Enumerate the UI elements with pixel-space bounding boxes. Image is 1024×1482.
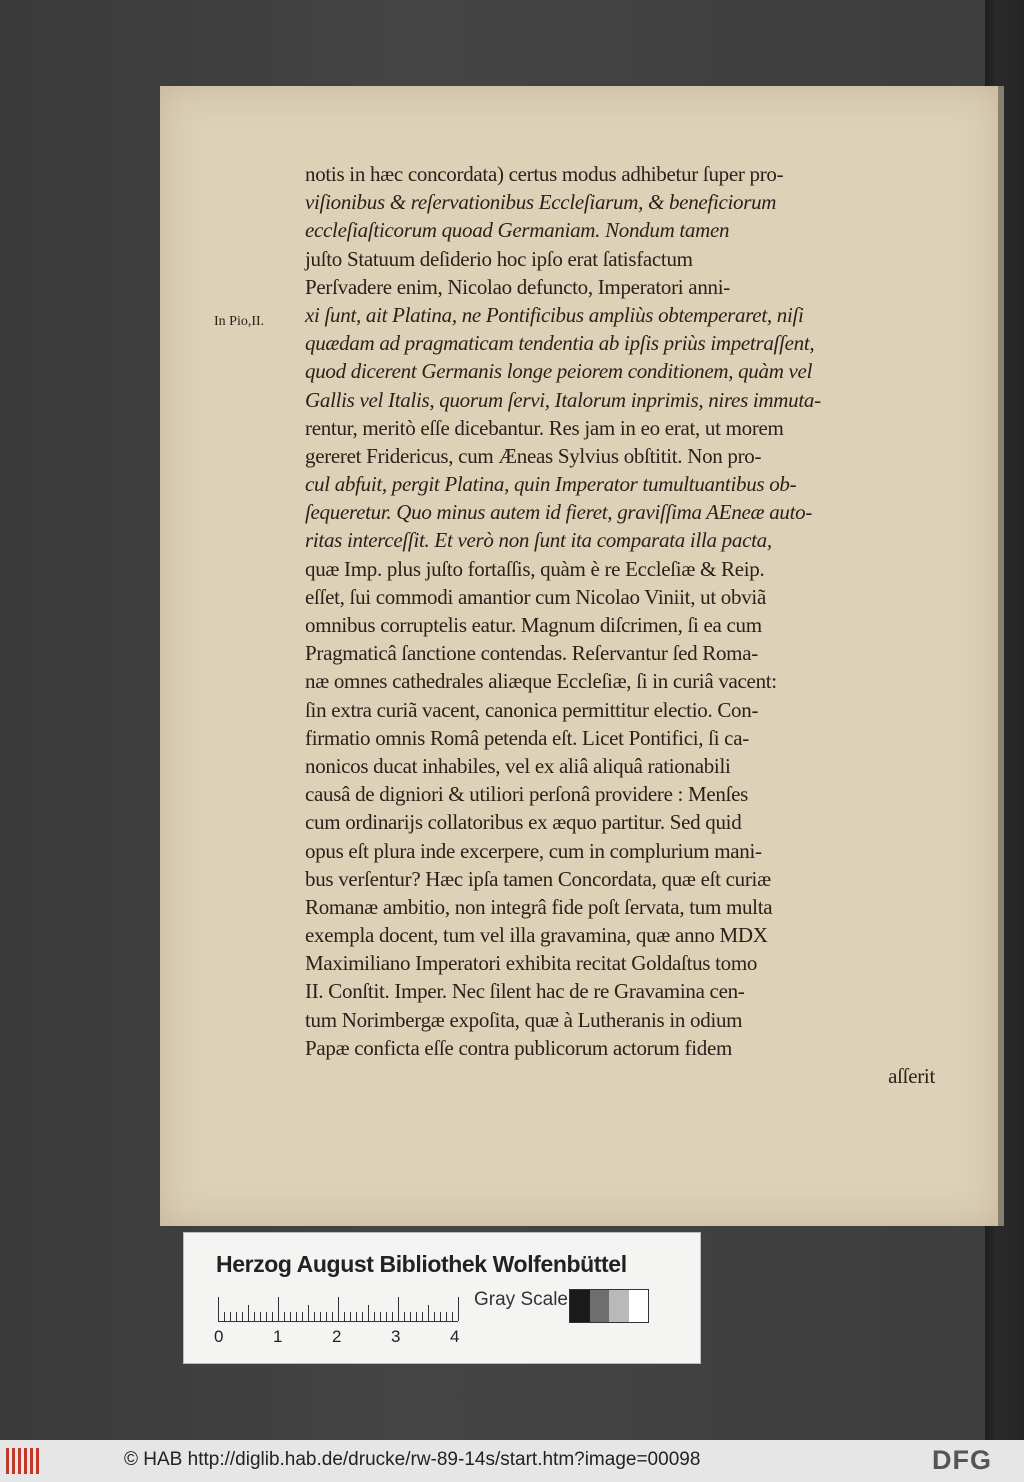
hab-logo-bar bbox=[36, 1448, 39, 1474]
ruler-tick bbox=[446, 1312, 447, 1321]
hab-logo-icon bbox=[6, 1448, 42, 1474]
page-edge-shadow bbox=[998, 86, 1004, 1226]
ruler-number: 3 bbox=[391, 1327, 401, 1346]
ruler-tick bbox=[278, 1297, 279, 1321]
text-line: Gallis vel Italis, quorum ſervi, Italorum inprimis, nires immuta- bbox=[305, 387, 821, 412]
ruler-numbers bbox=[214, 1327, 474, 1347]
ruler-tick bbox=[440, 1312, 441, 1321]
text-line: nonicos ducat inhabiles, vel ex aliâ aliquâ rationabili bbox=[305, 753, 731, 778]
ruler-tick bbox=[248, 1305, 249, 1321]
text-line: causâ de digniori & utiliori perſonâ providere : Menſes bbox=[305, 782, 749, 807]
ruler-tick bbox=[428, 1305, 429, 1321]
text-line: Papæ conficta eſſe contra publicorum actorum fidem bbox=[305, 1035, 733, 1060]
ruler-ticks bbox=[218, 1295, 458, 1322]
ruler-tick bbox=[302, 1312, 303, 1321]
text-line: eccleſiaſticorum quoad Germaniam. Nondum tamen bbox=[305, 218, 730, 243]
text-line: juſto Statuum deſiderio hoc ipſo erat ſatisfactum bbox=[305, 246, 693, 271]
ruler-tick bbox=[290, 1312, 291, 1321]
ruler-tick bbox=[254, 1312, 255, 1321]
hab-logo-bar bbox=[24, 1448, 27, 1474]
ruler-tick bbox=[416, 1312, 417, 1321]
ruler-tick bbox=[392, 1312, 393, 1321]
gray-swatch bbox=[570, 1290, 590, 1322]
footer-copyright-link[interactable]: © HAB http://diglib.hab.de/drucke/rw-89-14s/start.htm?image=00098 bbox=[124, 1449, 701, 1470]
text-line: ſequeretur. Quo minus autem id fieret, graviſſima AEneæ auto- bbox=[305, 500, 813, 525]
text-line: omnibus corruptelis eatur. Magnum diſcrimen, ſi ea cum bbox=[305, 613, 762, 637]
hab-logo-bar bbox=[30, 1448, 33, 1474]
ruler-tick bbox=[326, 1312, 327, 1321]
text-line: quæ Imp. plus juſto fortaſſis, quàm è re Eccleſiæ & Reip. bbox=[305, 556, 765, 581]
text-line: Maximiliano Imperatori exhibita recitat Goldaſtus tomo bbox=[305, 951, 758, 976]
ruler-tick bbox=[452, 1312, 453, 1321]
ruler-tick bbox=[368, 1305, 369, 1321]
text-line: ſin extra curiã vacent, canonica permittitur electio. Con- bbox=[305, 697, 759, 722]
ruler-tick bbox=[260, 1312, 261, 1321]
text-line: næ omnes cathedrales aliæque Eccleſiæ, ſi in curiâ vacent: bbox=[305, 669, 777, 694]
hab-logo-bar bbox=[6, 1448, 9, 1474]
text-line: cul abfuit, pergit Platina, quin Imperator tumultuantibus ob- bbox=[305, 472, 797, 497]
text-line: eſſet, ſui commodi amantior cum Nicolao Viniit, ut obviã bbox=[305, 584, 766, 609]
ruler-tick bbox=[320, 1312, 321, 1321]
ruler-tick bbox=[398, 1297, 399, 1321]
text-line: xi ſunt, ait Platina, ne Pontificibus ampliùs obtemperaret, niſi bbox=[305, 302, 804, 327]
gray-scale-label: Gray Scale bbox=[474, 1289, 568, 1310]
text-line: exempla docent, tum vel illa gravamina, quæ anno MDX bbox=[305, 923, 768, 948]
text-line: firmatio omnis Româ petenda eſt. Licet Pontifici, ſi ca- bbox=[305, 725, 749, 750]
text-line: ritas interceſſit. Et verò non ſunt ita comparata illa pacta, bbox=[305, 528, 772, 553]
color-ruler-card bbox=[183, 1232, 701, 1364]
ruler-tick bbox=[218, 1297, 219, 1321]
text-line: II. Conſtit. Imper. Nec ſilent hac de re Gravamina cen- bbox=[305, 979, 745, 1004]
ruler-tick bbox=[380, 1312, 381, 1321]
ruler-tick bbox=[224, 1312, 225, 1321]
ruler-number: 4 bbox=[450, 1327, 460, 1346]
ruler-tick bbox=[242, 1312, 243, 1321]
ruler-tick bbox=[230, 1312, 231, 1321]
hab-logo-bar bbox=[18, 1448, 21, 1474]
text-line: bus verſentur? Hæc ipſa tamen Concordata, quæ eſt curiæ bbox=[305, 866, 771, 891]
dfg-logo: DFG bbox=[932, 1445, 992, 1475]
viewer-footer bbox=[0, 1440, 1024, 1482]
gray-swatch bbox=[609, 1290, 629, 1322]
ruler-tick bbox=[236, 1312, 237, 1321]
ruler-tick bbox=[422, 1312, 423, 1321]
ruler-tick bbox=[404, 1312, 405, 1321]
gray-swatch bbox=[590, 1290, 610, 1322]
ruler-tick bbox=[350, 1312, 351, 1321]
ruler-number: 1 bbox=[273, 1327, 283, 1346]
text-line: quædam ad pragmaticam tendentia ab ipſis priùs impetraſſent, bbox=[305, 331, 815, 356]
ruler-tick bbox=[356, 1312, 357, 1321]
ruler-tick bbox=[344, 1312, 345, 1321]
library-name: Herzog August Bibliothek Wolfenbüttel bbox=[216, 1251, 627, 1277]
text-line: notis in hæc concordata) certus modus adhibetur ſuper pro- bbox=[305, 162, 784, 186]
ruler-tick bbox=[332, 1312, 333, 1321]
text-line: opus eſt plura inde excerpere, cum in complurium mani- bbox=[305, 838, 762, 863]
hab-logo-bar bbox=[12, 1448, 15, 1474]
text-line: Romanæ ambitio, non integrâ fide poſt ſervata, tum multa bbox=[305, 894, 773, 919]
ruler-tick bbox=[272, 1312, 273, 1321]
text-line: quod dicerent Germanis longe peiorem conditionem, quàm vel bbox=[305, 359, 813, 384]
ruler-tick bbox=[410, 1312, 411, 1321]
ruler-tick bbox=[296, 1312, 297, 1321]
ruler-tick bbox=[458, 1297, 459, 1321]
page-text-block bbox=[305, 160, 935, 1090]
ruler-tick bbox=[266, 1312, 267, 1321]
text-line: Pragmaticâ ſanctione contendas. Reſervantur ſed Roma- bbox=[305, 641, 758, 666]
ruler-tick bbox=[314, 1312, 315, 1321]
marginal-note: In Pio,II. bbox=[214, 314, 265, 329]
ruler-tick bbox=[434, 1312, 435, 1321]
ruler-tick bbox=[374, 1312, 375, 1321]
text-line: cum ordinarijs collatoribus ex æquo partitur. Sed quid bbox=[305, 810, 742, 835]
text-line: rentur, meritò eſſe dicebantur. Res jam in eo erat, ut morem bbox=[305, 415, 784, 440]
ruler-number: 0 bbox=[214, 1327, 224, 1346]
gray-swatch bbox=[629, 1290, 649, 1322]
ruler-number: 2 bbox=[332, 1327, 342, 1346]
text-line: gereret Fridericus, cum Æneas Sylvius obſtitit. Non pro- bbox=[305, 443, 762, 468]
ruler-tick bbox=[308, 1305, 309, 1321]
gray-scale-swatches bbox=[569, 1289, 649, 1323]
catchword: aſſerit bbox=[888, 1064, 935, 1088]
ruler-tick bbox=[362, 1312, 363, 1321]
text-line: tum Norimbergæ expoſita, quæ à Lutheranis in odium bbox=[305, 1007, 743, 1032]
ruler-tick bbox=[338, 1297, 339, 1321]
ruler-tick bbox=[386, 1312, 387, 1321]
text-line: Perſvadere enim, Nicolao defuncto, Imperatori anni- bbox=[305, 274, 730, 299]
text-line: viſionibus & reſervationibus Eccleſiarum, & beneficiorum bbox=[305, 190, 777, 215]
ruler-tick bbox=[284, 1312, 285, 1321]
